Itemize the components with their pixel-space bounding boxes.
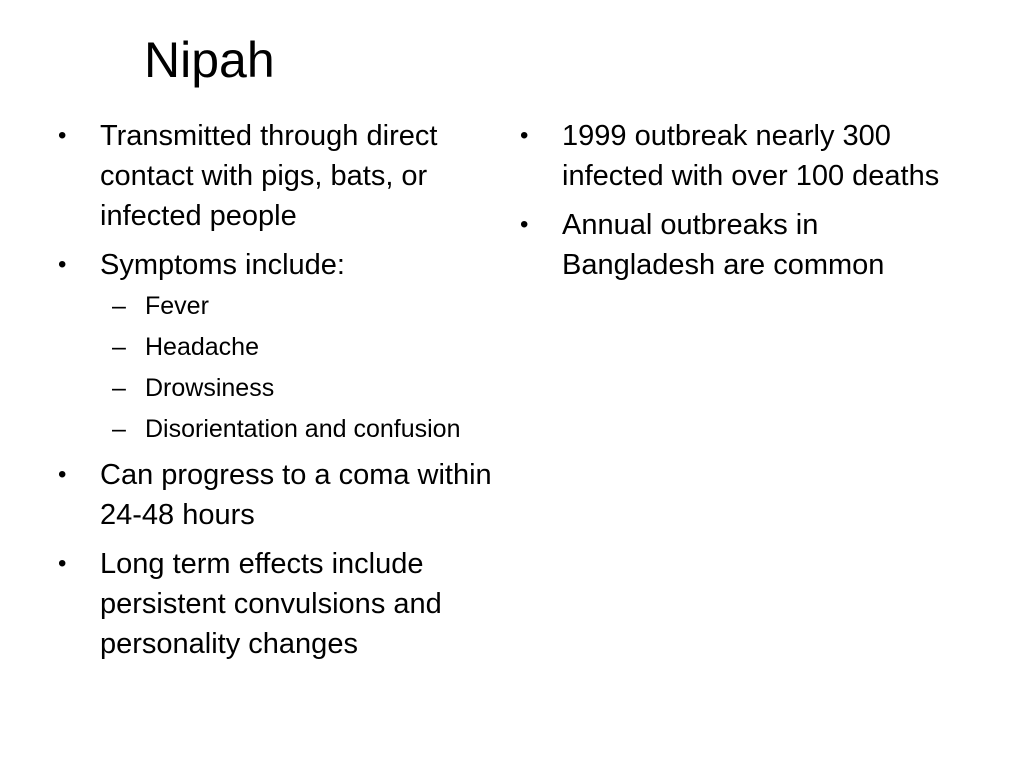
symptoms-sublist [100, 289, 498, 446]
left-bullet-list [58, 116, 498, 673]
sublist-item [58, 289, 498, 323]
bullet-icon: • [520, 211, 529, 238]
bullet-icon: • [58, 251, 67, 278]
bullet-text: 1999 outbreak nearly 300 infected with over 100 deaths [562, 120, 940, 192]
bullet-text: Symptoms include: [100, 249, 345, 281]
dash-icon: – [112, 333, 126, 361]
list-item [58, 455, 498, 535]
dash-icon: – [112, 415, 126, 443]
bullet-text: Annual outbreaks in Bangladesh are common [562, 209, 885, 281]
bullet-icon: • [520, 122, 529, 149]
sublist-text: Drowsiness [145, 374, 275, 402]
sublist-item [58, 330, 498, 364]
sublist-text: Headache [145, 333, 259, 361]
list-item [58, 245, 498, 446]
list-item [58, 544, 498, 664]
list-item [520, 205, 960, 285]
bullet-icon: • [58, 122, 67, 149]
bullet-text: Transmitted through direct contact with pigs, bats, or infected people [100, 120, 438, 232]
list-item [58, 116, 498, 236]
sublist-text: Disorientation and confusion [145, 415, 461, 443]
right-bullet-list [520, 116, 960, 294]
sublist-text: Fever [145, 292, 209, 320]
sublist-item [58, 371, 498, 405]
dash-icon: – [112, 292, 126, 320]
list-item [520, 116, 960, 196]
bullet-icon: • [58, 550, 67, 577]
sublist-item [58, 412, 498, 446]
slide-title: Nipah [144, 32, 275, 88]
bullet-text: Long term effects include persistent convulsions and personality changes [100, 548, 442, 660]
dash-icon: – [112, 374, 126, 402]
bullet-icon: • [58, 461, 67, 488]
bullet-text: Can progress to a coma within 24-48 hours [100, 459, 492, 531]
